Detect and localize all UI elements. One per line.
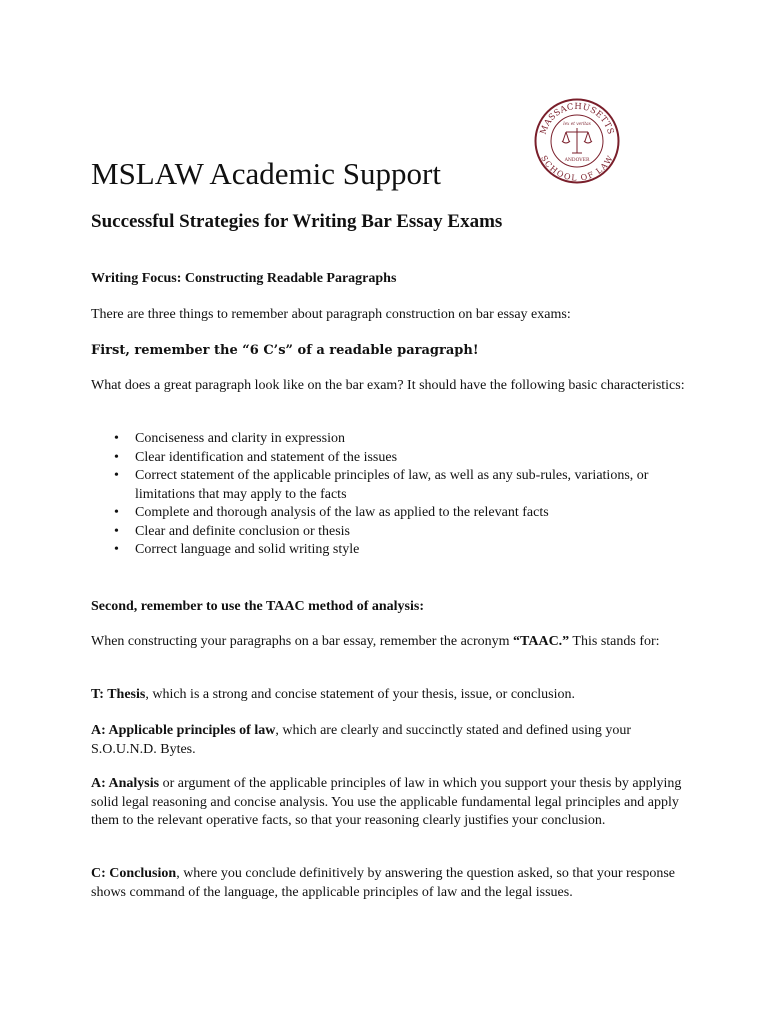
conclusion-label: C: Conclusion [91, 866, 177, 881]
seal-motto: lex et veritas [563, 121, 591, 126]
applicable-law-label: A: Applicable principles of law [91, 723, 276, 738]
characteristics-list [91, 430, 691, 560]
list-item: • Conciseness and clarity in expression [91, 430, 691, 449]
school-seal-logo [534, 98, 620, 184]
thesis-paragraph: T: Thesis, which is a strong and concise statement of your thesis, issue, or conclusion. [91, 687, 575, 702]
first-heading: First, remember the “6 C’s” of a readable paragraph! [91, 343, 479, 358]
question-paragraph: What does a great paragraph look like on the bar exam? It should have the following basic characteristics: [91, 378, 685, 393]
applicable-law-paragraph: A: Applicable principles of law, which are clearly and succinctly stated and defined using your S.O.U.N.D. Bytes. [91, 723, 632, 757]
list-item: • Correct statement of the applicable principles of law, as well as any sub-rules, variations, or limitations that may apply to the facts [114, 468, 649, 502]
list-item: • Clear identification and statement of the issues [91, 449, 691, 468]
taac-intro-paragraph: When constructing your paragraphs on a bar essay, remember the acronym “TAAC.” This stands for: [91, 634, 660, 649]
analysis-label: A: Analysis [91, 776, 160, 791]
seal-bottom-text: SCHOOL OF LAW [539, 154, 615, 183]
bullet-icon: • [114, 505, 119, 520]
bullet-icon: • [114, 523, 119, 539]
page-subtitle: Successful Strategies for Writing Bar Essay Exams [91, 211, 503, 232]
list-item: • Complete and thorough analysis of the law as applied to the relevant facts [91, 504, 691, 523]
seal-top-text: MASSACHUSETTS [538, 101, 616, 136]
focus-heading: Writing Focus: Constructing Readable Paragraphs [91, 271, 397, 286]
conclusion-paragraph: C: Conclusion, where you conclude definitively by answering the question asked, so that your response shows command of the language, the applicable principles of law and the legal issues. [91, 866, 676, 900]
analysis-paragraph: A: Analysis or argument of the applicable principles of law in which you support your thesis by applying solid legal reasoning and concise analysis. You use the applicable fundamental legal principles and apply them to the relevant operative facts, so that your reasoning clearly justifies your conclusion. [91, 776, 682, 828]
bullet-icon: • [114, 542, 119, 557]
bullet-icon: • [114, 468, 119, 483]
scales-of-justice-icon [562, 128, 592, 153]
seal-location: ANDOVER [564, 158, 590, 163]
list-item: • Clear and definite conclusion or thesis [91, 523, 691, 542]
thesis-label: T: Thesis [91, 687, 146, 702]
bullet-icon: • [114, 449, 119, 465]
bullet-icon: • [114, 431, 119, 446]
taac-acronym: “TAAC.” [513, 634, 570, 649]
second-heading: Second, remember to use the TAAC method of analysis: [91, 599, 425, 614]
intro-paragraph: There are three things to remember about paragraph construction on bar essay exams: [91, 307, 571, 322]
list-item: • Correct language and solid writing style [91, 541, 691, 560]
page-title: MSLAW Academic Support [91, 156, 441, 191]
